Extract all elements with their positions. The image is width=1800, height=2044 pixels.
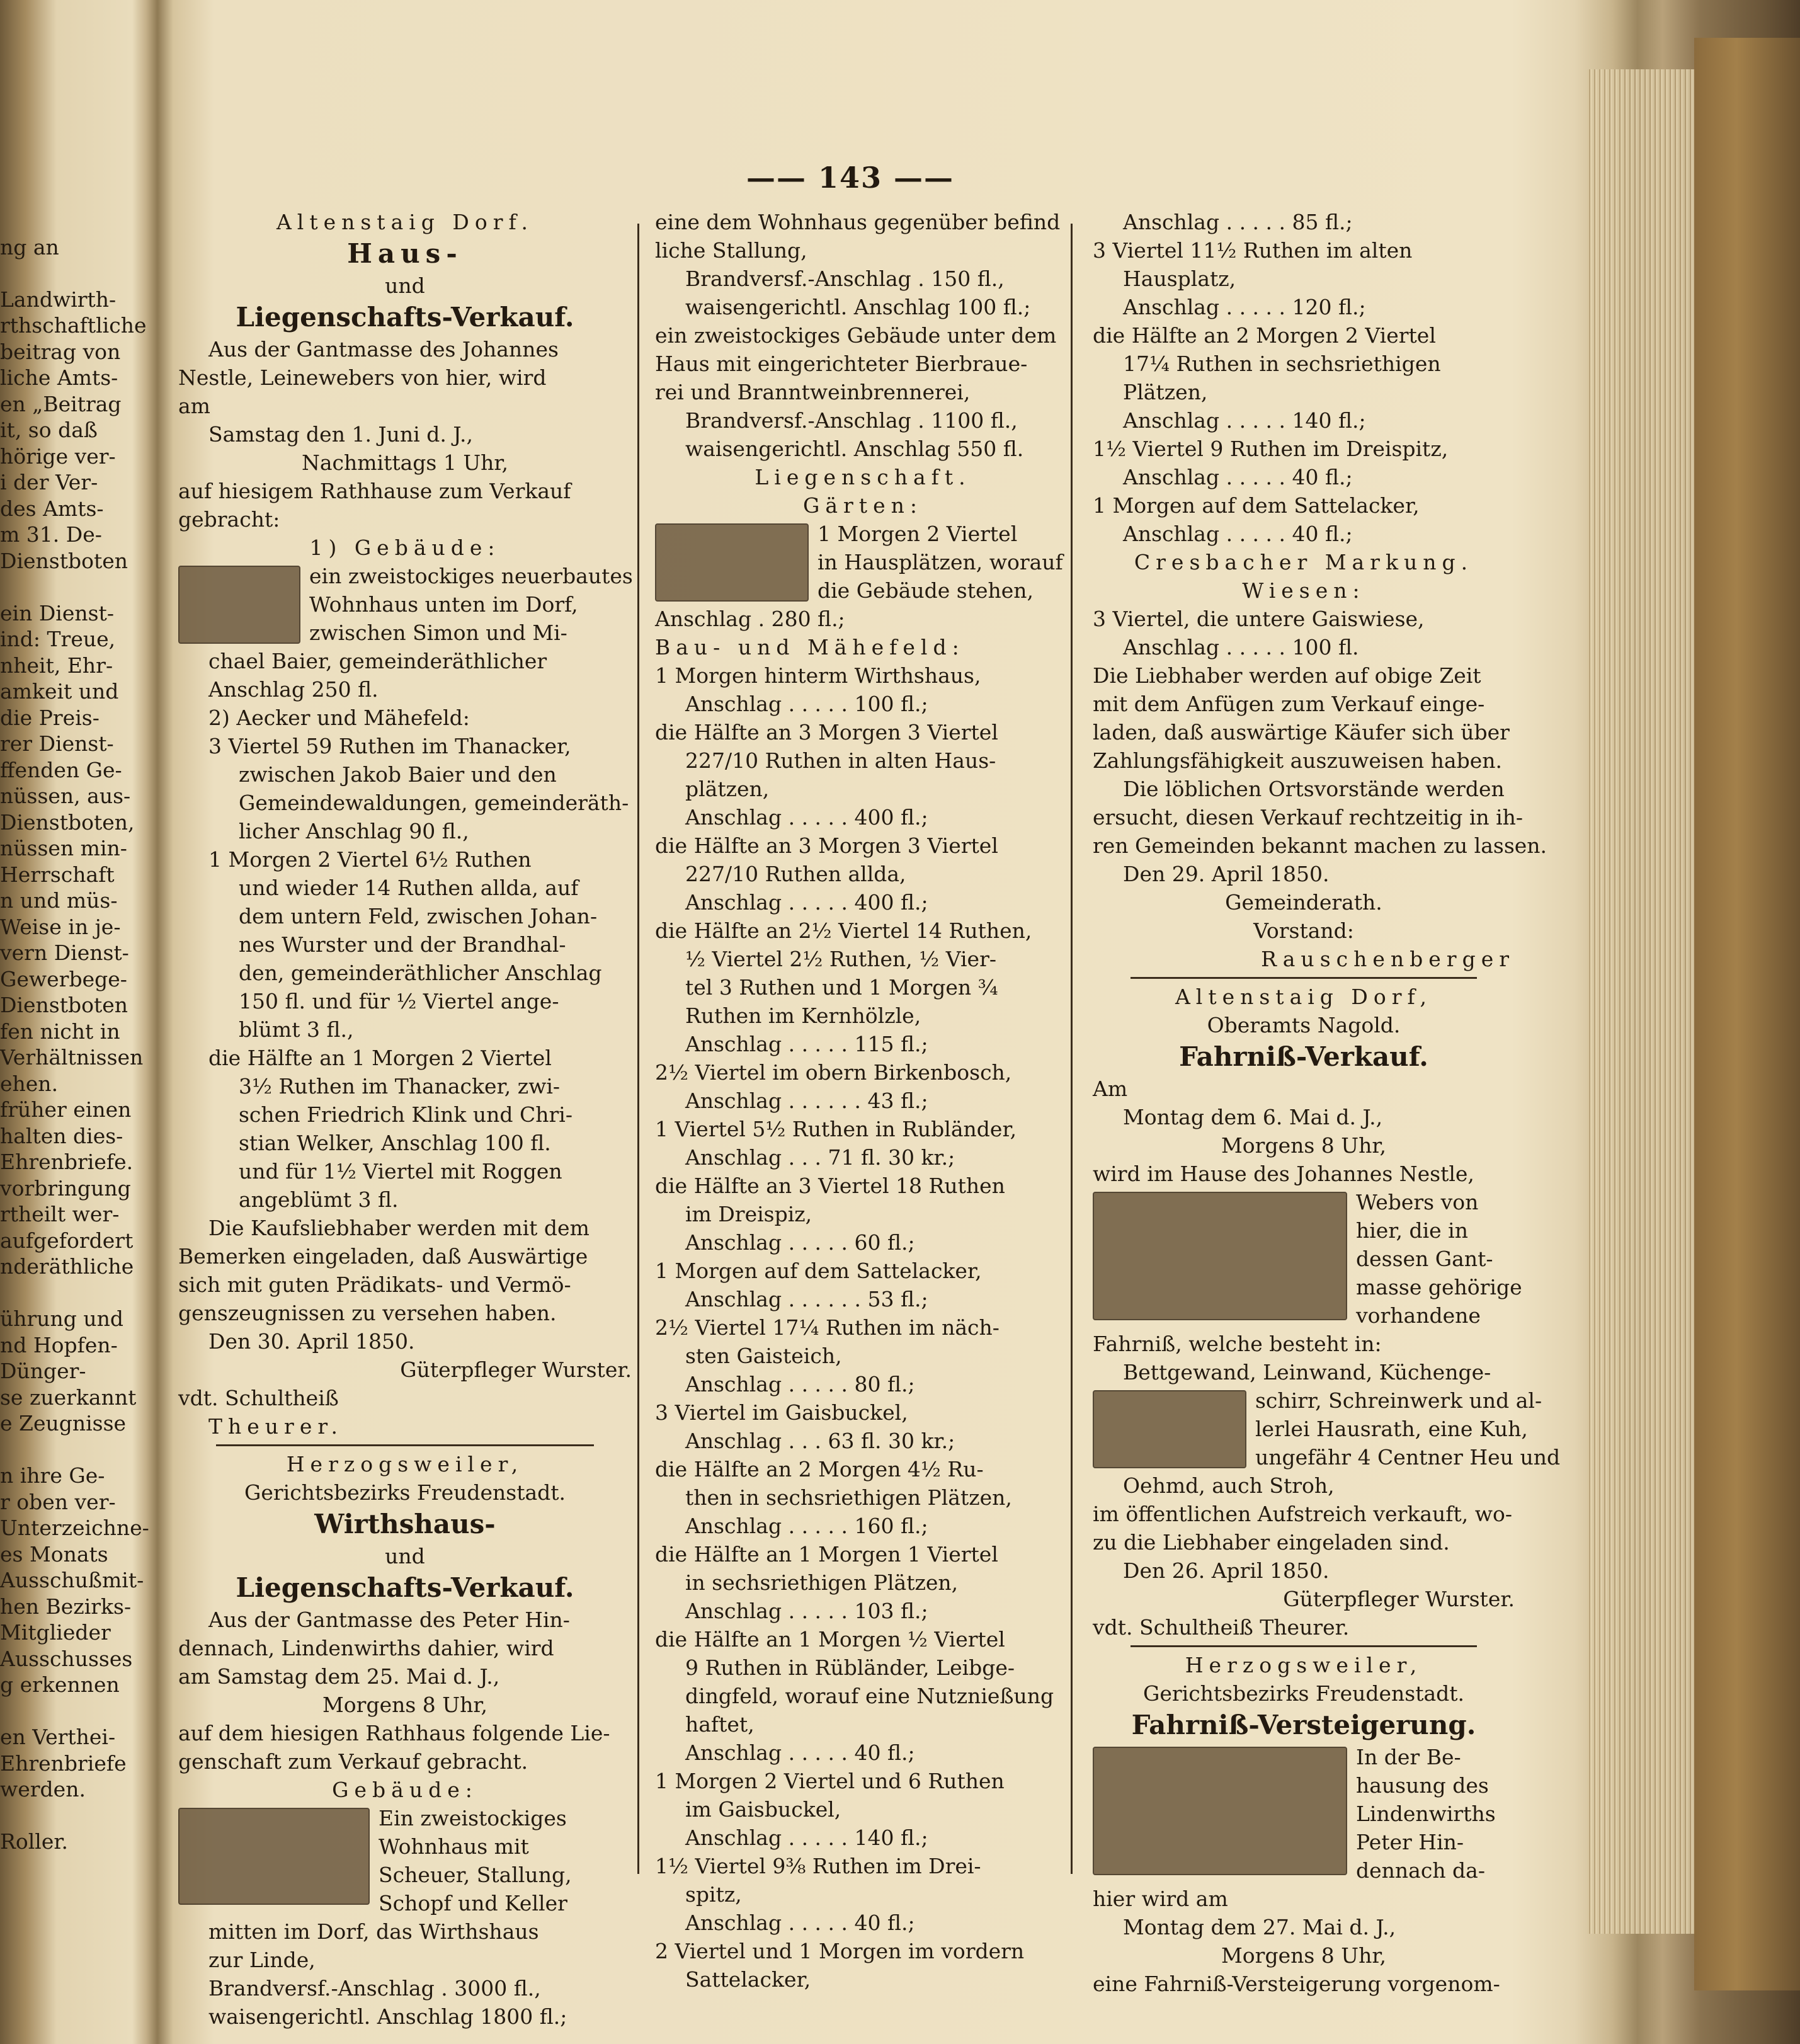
text-line: Schopf und Keller	[379, 1891, 567, 1916]
text-line: Ein zweistockiges	[379, 1806, 567, 1830]
text-line: Fahrniß, welche besteht in:	[1093, 1332, 1382, 1356]
left-fragment-line: se zuerkannt	[0, 1385, 137, 1410]
left-fragment-line: it, so daß	[0, 418, 98, 442]
column-rule-2	[1071, 224, 1073, 1874]
left-fragment-line: ehen.	[0, 1071, 59, 1096]
text-line: Die löblichen Ortsvorstände werden	[1123, 777, 1505, 801]
text-line: genschaft zum Verkauf gebracht.	[178, 1749, 528, 1774]
text-line: zwischen Jakob Baier und den	[239, 762, 557, 787]
text-line: Gärten:	[803, 493, 923, 518]
text-line: then in sechsriethigen Plätzen,	[685, 1485, 1012, 1510]
text-line: 3 Viertel 59 Ruthen im Thanacker,	[208, 734, 571, 758]
left-fragment-line: Landwirth-	[0, 287, 117, 312]
text-line: Brandversf.-Anschlag . 1100 fl.,	[685, 408, 1018, 433]
left-fragment-line: vorbringung	[0, 1175, 131, 1201]
text-line: Anschlag . . . . . 140 fl.;	[685, 1825, 928, 1850]
text-line: Gemeindewaldungen, gemeinderäth-	[239, 791, 629, 815]
text-line: Gemeinderath.	[1225, 890, 1382, 915]
text-line: Haus mit eingerichteter Bierbraue-	[655, 351, 1028, 376]
left-fragment-line: Roller.	[0, 1829, 68, 1854]
left-fragment-line	[0, 574, 132, 600]
text-line: Liegenschafts-Verkauf.	[236, 302, 574, 333]
left-fragment-line	[0, 208, 132, 234]
text-line: Altenstaig Dorf,	[1175, 985, 1433, 1009]
text-line: Wohnhaus mit	[379, 1834, 529, 1859]
text-line: Webers von	[1356, 1190, 1479, 1214]
text-line: im öffentlichen Aufstreich verkauft, wo-	[1093, 1502, 1512, 1526]
left-fragment-line: vern Dienst-	[0, 940, 129, 965]
text-line: 1 Morgen auf dem Sattelacker,	[1093, 493, 1420, 518]
text-line: 9 Ruthen in Rübländer, Leibge-	[685, 1655, 1015, 1680]
text-line: Gerichtsbezirks Freudenstadt.	[244, 1480, 566, 1505]
text-line: vdt. Schultheiß	[178, 1386, 339, 1410]
left-fragment-line: nd Hopfen-	[0, 1332, 118, 1357]
left-fragment-line: ffenden Ge-	[0, 757, 122, 782]
text-line: Anschlag . . . . . 40 fl.;	[1123, 522, 1353, 546]
woodcut-illustration	[1093, 1747, 1347, 1875]
text-line: Anschlag . . . . . 100 fl.	[1123, 635, 1359, 659]
text-line: dennach, Lindenwirths dahier, wird	[178, 1636, 554, 1660]
text-line: 227/10 Ruthen allda,	[685, 862, 906, 886]
text-line: vdt. Schultheiß Theurer.	[1093, 1615, 1350, 1640]
text-line: Gerichtsbezirks Freudenstadt.	[1142, 1681, 1465, 1706]
text-line: 3 Viertel 11½ Ruthen im alten	[1093, 238, 1413, 263]
text-line: die Hälfte an 2 Morgen 4½ Ru-	[655, 1457, 984, 1482]
text-line: Aus der Gantmasse des Peter Hin-	[208, 1607, 570, 1632]
text-line: Haus-	[347, 238, 463, 269]
text-line: spitz,	[685, 1882, 742, 1907]
page-edges	[1587, 69, 1694, 1934]
text-line: Anschlag . . . . . 115 fl.;	[685, 1032, 928, 1056]
text-line: Anschlag . . . . . 400 fl.;	[685, 890, 928, 915]
text-line: 3½ Ruthen im Thanacker, zwi-	[239, 1074, 561, 1099]
text-line: 3 Viertel, die untere Gaiswiese,	[1093, 607, 1425, 631]
text-line: Nestle, Leinewebers von hier, wird	[178, 365, 547, 390]
text-line: sten Gaisteich,	[685, 1344, 842, 1368]
text-line: Oberamts Nagold.	[1207, 1013, 1401, 1037]
left-fragment-line: rthschaftliche	[0, 313, 147, 338]
text-line: schirr, Schreinwerk und al-	[1255, 1388, 1542, 1413]
left-fragment-line: amkeit und	[0, 679, 119, 704]
section-divider	[216, 1444, 594, 1446]
book-cover	[1694, 38, 1800, 1990]
text-line: Liegenschafts-Verkauf.	[236, 1572, 574, 1603]
left-fragment-line: Unterzeichne-	[0, 1516, 149, 1540]
text-line: rei und Branntweinbrennerei,	[655, 380, 971, 404]
text-line: Altenstaig Dorf.	[276, 210, 534, 234]
text-line: Oehmd, auch Stroh,	[1123, 1473, 1335, 1498]
woodcut-illustration	[1093, 1192, 1347, 1320]
section-divider	[1131, 977, 1477, 979]
text-line: 1½ Viertel 9⅜ Ruthen im Drei-	[655, 1854, 981, 1878]
text-line: 1 Morgen 2 Viertel 6½ Ruthen	[208, 847, 532, 872]
left-fragment-line: Dienstboten	[0, 993, 128, 1017]
text-line: nes Wurster und der Brandhal-	[239, 932, 566, 957]
text-line: eine Fahrniß-Versteigerung vorgenom-	[1093, 1972, 1500, 1996]
left-fragment-line: Herrschaft	[0, 862, 115, 887]
text-line: die Hälfte an 3 Morgen 3 Viertel	[655, 833, 998, 858]
text-line: in Hausplätzen, worauf	[817, 550, 1063, 574]
text-line: Gebäude:	[332, 1778, 478, 1802]
left-fragment-line: es Monats	[0, 1541, 108, 1567]
text-line: Anschlag . . . . . . 43 fl.;	[685, 1088, 928, 1113]
text-line: Anschlag . 280 fl.;	[655, 607, 845, 631]
left-fragment-line: liche Amts-	[0, 365, 118, 390]
text-line: laden, daß auswärtige Käufer sich über	[1093, 720, 1510, 745]
text-line: Peter Hin-	[1356, 1830, 1464, 1854]
text-line: 1 Morgen auf dem Sattelacker,	[655, 1259, 982, 1283]
text-line: Anschlag . . . . . 140 fl.;	[1123, 408, 1366, 433]
text-line: Den 29. April 1850.	[1123, 862, 1330, 886]
text-line: waisengerichtl. Anschlag 550 fl.	[685, 437, 1024, 461]
text-line: Bau- und Mähefeld:	[655, 635, 965, 659]
text-line: genszeugnissen zu versehen haben.	[178, 1301, 557, 1325]
woodcut-illustration	[1093, 1390, 1246, 1468]
text-line: Bettgewand, Leinwand, Küchenge-	[1123, 1360, 1491, 1385]
left-fragment-line	[0, 1437, 132, 1463]
text-line: in sechsriethigen Plätzen,	[685, 1570, 959, 1595]
text-line: ein zweistockiges neuerbautes	[309, 564, 633, 588]
left-fragment-line: früher einen	[0, 1097, 132, 1122]
column-rule-1	[637, 224, 639, 1874]
text-line: Die Kaufsliebhaber werden mit dem	[208, 1216, 590, 1240]
text-line: Wiesen:	[1242, 578, 1365, 603]
left-fragment-line: en Verthei-	[0, 1725, 116, 1749]
text-line: haftet,	[685, 1712, 755, 1737]
text-line: Cresbacher Markung.	[1134, 550, 1474, 574]
left-fragment-line: nheit, Ehr-	[0, 653, 113, 678]
left-fragment-line: rtheilt wer-	[0, 1202, 120, 1226]
text-line: die Hälfte an 1 Morgen ½ Viertel	[655, 1627, 1005, 1652]
column-3	[1093, 208, 1561, 1998]
left-fragment-line: halten dies-	[0, 1123, 123, 1148]
text-line: Anschlag . . . . . 103 fl.;	[685, 1599, 928, 1623]
left-fragment-line: Verhältnissen	[0, 1045, 144, 1070]
text-line: dessen Gant-	[1356, 1247, 1493, 1271]
text-line: und für 1½ Viertel mit Roggen	[239, 1159, 562, 1184]
text-line: Lindenwirths	[1356, 1801, 1496, 1826]
text-line: plätzen,	[685, 777, 770, 801]
text-line: Anschlag . . . . . 160 fl.;	[685, 1514, 928, 1538]
text-line: Morgens 8 Uhr,	[322, 1693, 487, 1717]
text-line: waisengerichtl. Anschlag 1800 fl.;	[208, 2004, 567, 2029]
text-line: im Dreispiz,	[685, 1202, 812, 1226]
left-fragment-line: hörige ver-	[0, 443, 116, 469]
text-line: Anschlag . . . . . 40 fl.;	[685, 1740, 915, 1765]
text-line: Scheuer, Stallung,	[379, 1863, 572, 1887]
text-line: hier wird am	[1093, 1887, 1228, 1911]
text-line: und	[385, 273, 425, 298]
page-number: —— 143 ——	[746, 161, 955, 195]
left-fragment-line	[0, 1803, 132, 1829]
left-fragment-line: r oben ver-	[0, 1489, 116, 1514]
left-fragment-line: Ausschusses	[0, 1646, 133, 1671]
text-line: 17¼ Ruthen in sechsriethigen	[1123, 351, 1441, 376]
text-line: 1 Morgen hinterm Wirthshaus,	[655, 663, 981, 688]
left-fragment-line: e Zeugnisse	[0, 1411, 127, 1436]
text-line: Bemerken eingeladen, daß Auswärtige	[178, 1244, 588, 1269]
text-line: Wohnhaus unten im Dorf,	[309, 592, 578, 617]
text-line: Anschlag . . . . . 40 fl.;	[685, 1910, 915, 1935]
text-line: Morgens 8 Uhr,	[1221, 1133, 1386, 1158]
left-fragment-line: Mitglieder	[0, 1620, 111, 1645]
text-line: auf dem hiesigen Rathhaus folgende Lie-	[178, 1721, 610, 1745]
text-line: Anschlag . . . . . 80 fl.;	[685, 1372, 915, 1396]
left-fragment-line: nderäthliche	[0, 1254, 134, 1279]
text-line: ren Gemeinden bekannt machen zu lassen.	[1093, 833, 1547, 858]
text-line: Montag dem 6. Mai d. J.,	[1123, 1105, 1383, 1129]
text-line: 2 Viertel und 1 Morgen im vordern	[655, 1939, 1025, 1963]
text-line: 1 Morgen 2 Viertel und 6 Ruthen	[655, 1769, 1005, 1793]
text-line: zwischen Simon und Mi-	[309, 620, 567, 645]
text-line: Sattelacker,	[685, 1967, 811, 1992]
left-fragment-line: n ihre Ge-	[0, 1463, 105, 1488]
text-line: liche Stallung,	[655, 238, 807, 263]
text-line: die Hälfte an 3 Morgen 3 Viertel	[655, 720, 998, 745]
text-line: Liegenschaft.	[755, 465, 971, 489]
text-line: Hausplatz,	[1123, 266, 1236, 291]
text-line: Anschlag . . . . . 100 fl.;	[685, 692, 928, 716]
woodcut-illustration	[178, 1808, 370, 1905]
left-fragment-line: Dienstboten	[0, 548, 128, 573]
left-fragment-line	[0, 1280, 132, 1306]
text-line: 1) Gebäude:	[309, 535, 501, 560]
text-line: lerlei Hausrath, eine Kuh,	[1255, 1417, 1528, 1441]
left-page-fragments	[0, 208, 149, 1855]
text-line: und	[385, 1544, 425, 1568]
text-line: die Hälfte an 1 Morgen 2 Viertel	[208, 1046, 552, 1070]
left-fragment-line: Gewerbege-	[0, 966, 127, 991]
left-fragment-line: ein Dienst-	[0, 600, 114, 625]
left-fragment-line	[0, 260, 132, 287]
text-line: Samstag den 1. Juni d. J.,	[208, 422, 473, 447]
left-fragment-line: nüssen, aus-	[0, 784, 131, 808]
text-line: die Gebäude stehen,	[817, 578, 1034, 603]
left-fragment-line: fen nicht in	[0, 1019, 120, 1044]
text-line: Den 26. April 1850.	[1123, 1558, 1330, 1583]
text-line: gebracht:	[178, 507, 280, 532]
text-line: Brandversf.-Anschlag . 150 fl.,	[685, 266, 1005, 291]
left-fragment-line: rer Dienst-	[0, 731, 114, 756]
text-line: und wieder 14 Ruthen allda, auf	[239, 876, 579, 900]
text-line: Anschlag . . . . . 60 fl.;	[685, 1230, 915, 1255]
left-fragment-line: aufgefordert	[0, 1228, 134, 1253]
left-fragment-line: Ehrenbriefe.	[0, 1150, 134, 1174]
left-fragment-line: Dünger-	[0, 1359, 86, 1383]
text-line: am Samstag dem 25. Mai d. J.,	[178, 1664, 500, 1689]
left-fragment-line: ind: Treue,	[0, 627, 116, 651]
left-fragment-line: Ausschußmit-	[0, 1568, 144, 1592]
text-line: die Hälfte an 2½ Viertel 14 Ruthen,	[655, 918, 1032, 943]
text-line: Montag dem 27. Mai d. J.,	[1123, 1915, 1396, 1939]
text-line: Güterpfleger Wurster.	[400, 1357, 632, 1382]
text-line: auf hiesigem Rathhause zum Verkauf	[178, 479, 571, 503]
text-line: stian Welker, Anschlag 100 fl.	[239, 1131, 551, 1155]
text-line: Plätzen,	[1123, 380, 1208, 404]
text-line: zur Linde,	[208, 1948, 316, 1972]
text-line: 227/10 Ruthen in alten Haus-	[685, 748, 996, 773]
left-fragment-line: Ehrenbriefe	[0, 1750, 127, 1776]
text-line: Güterpfleger Wurster.	[1283, 1587, 1515, 1611]
text-line: Anschlag . . . 63 fl. 30 kr.;	[685, 1429, 955, 1453]
text-line: Ruthen im Kernhölzle,	[685, 1003, 921, 1028]
left-fragment-line: Dienstboten,	[0, 809, 135, 835]
text-line: wird im Hause des Johannes Nestle,	[1093, 1162, 1474, 1186]
text-line: den, gemeinderäthlicher Anschlag	[239, 961, 602, 985]
left-fragment-line: nüssen min-	[0, 836, 127, 860]
text-line: Theurer.	[208, 1414, 343, 1439]
text-line: Anschlag . . . . . 120 fl.;	[1123, 295, 1366, 319]
text-line: 1 Morgen 2 Viertel	[817, 522, 1018, 546]
text-line: Wirthshaus-	[314, 1509, 496, 1539]
left-fragment-line: die Preis-	[0, 705, 100, 730]
left-fragment-line: en „Beitrag	[0, 391, 122, 416]
section-divider	[1131, 1645, 1477, 1647]
text-line: licher Anschlag 90 fl.,	[239, 819, 469, 843]
column-2	[655, 208, 1071, 1994]
text-line: mitten im Dorf, das Wirthshaus	[208, 1919, 539, 1944]
text-line: blümt 3 fl.,	[239, 1017, 354, 1042]
text-line: dem untern Feld, zwischen Johan-	[239, 904, 598, 928]
text-line: Anschlag . . . . . 85 fl.;	[1123, 210, 1353, 234]
left-fragment-line: g erkennen	[0, 1672, 120, 1697]
text-line: Herzogsweiler,	[286, 1452, 524, 1476]
text-line: waisengerichtl. Anschlag 100 fl.;	[685, 295, 1031, 319]
text-line: 1 Viertel 5½ Ruthen in Rubländer,	[655, 1117, 1017, 1141]
text-line: tel 3 Ruthen und 1 Morgen ¾	[685, 975, 998, 1000]
text-line: Anschlag . . . . . 40 fl.;	[1123, 465, 1353, 489]
text-line: ein zweistockiges Gebäude unter dem	[655, 323, 1057, 348]
text-line: Anschlag . . . . . . 53 fl.;	[685, 1287, 928, 1311]
text-line: 3 Viertel im Gaisbuckel,	[655, 1400, 908, 1425]
left-fragment-line: werden.	[0, 1777, 86, 1801]
text-line: ersucht, diesen Verkauf rechtzeitig in ih-	[1093, 805, 1524, 830]
text-line: 150 fl. und für ½ Viertel ange-	[239, 989, 559, 1013]
text-line: Den 30. April 1850.	[208, 1329, 415, 1354]
text-line: eine dem Wohnhaus gegenüber befind	[655, 210, 1061, 234]
text-line: Zahlungsfähigkeit auszuweisen haben.	[1093, 748, 1502, 773]
column-1	[178, 208, 632, 2031]
text-line: Fahrniß-Versteigerung.	[1131, 1710, 1476, 1740]
woodcut-illustration	[178, 566, 300, 644]
text-line: im Gaisbuckel,	[685, 1797, 841, 1822]
text-line: Aus der Gantmasse des Johannes	[208, 337, 559, 362]
left-fragment-line: Weise in je-	[0, 914, 121, 939]
left-fragment-line: m 31. De-	[0, 522, 102, 547]
text-line: dennach da-	[1356, 1858, 1486, 1883]
text-line: Nachmittags 1 Uhr,	[301, 450, 509, 475]
text-line: Brandversf.-Anschlag . 3000 fl.,	[208, 1976, 541, 2001]
text-line: 2½ Viertel 17¼ Ruthen im näch-	[655, 1315, 1000, 1340]
text-line: dingfeld, worauf eine Nutznießung	[685, 1684, 1054, 1708]
text-line: ½ Viertel 2½ Ruthen, ½ Vier-	[685, 947, 997, 971]
left-fragment-line: ng an	[0, 234, 59, 260]
text-line: am	[178, 394, 210, 418]
text-line: 1½ Viertel 9 Ruthen im Dreispitz,	[1093, 437, 1449, 461]
left-fragment-line: ührung und	[0, 1306, 124, 1331]
text-line: vorhandene	[1356, 1303, 1481, 1328]
text-line: Am	[1093, 1076, 1128, 1101]
text-line: chael Baier, gemeinderäthlicher	[208, 649, 547, 673]
text-line: 2) Aecker und Mähefeld:	[208, 705, 470, 730]
text-line: mit dem Anfügen zum Verkauf einge-	[1093, 692, 1485, 716]
left-fragment-line: des Amts-	[0, 496, 104, 521]
text-line: Vorstand:	[1253, 918, 1354, 943]
text-line: Anschlag . . . 71 fl. 30 kr.;	[685, 1145, 955, 1170]
text-line: Die Liebhaber werden auf obige Zeit	[1093, 663, 1481, 688]
text-line: angeblümt 3 fl.	[239, 1187, 399, 1212]
text-line: hier, die in	[1356, 1218, 1468, 1243]
text-line: Herzogsweiler,	[1185, 1653, 1423, 1677]
text-line: Anschlag . . . . . 400 fl.;	[685, 805, 928, 830]
left-fragment-line: n und müs-	[0, 888, 118, 913]
text-line: die Hälfte an 3 Viertel 18 Ruthen	[655, 1173, 1005, 1198]
text-line: die Hälfte an 1 Morgen 1 Viertel	[655, 1542, 998, 1567]
text-line: hausung des	[1356, 1773, 1489, 1798]
text-line: masse gehörige	[1356, 1275, 1522, 1299]
text-line: die Hälfte an 2 Morgen 2 Viertel	[1093, 323, 1436, 348]
text-line: 2½ Viertel im obern Birkenbosch,	[655, 1060, 1012, 1085]
text-line: sich mit guten Prädikats- und Vermö-	[178, 1272, 571, 1297]
text-line: Anschlag 250 fl.	[208, 677, 379, 702]
left-fragment-line: hen Bezirks-	[0, 1594, 132, 1619]
left-fragment-line: beitrag von	[0, 339, 121, 364]
text-line: Morgens 8 Uhr,	[1221, 1943, 1386, 1968]
text-line: In der Be-	[1356, 1745, 1461, 1769]
text-line: Fahrniß-Verkauf.	[1179, 1041, 1428, 1072]
text-line: Rauschenberger	[1261, 947, 1515, 971]
left-fragment-line	[0, 1698, 132, 1725]
woodcut-illustration	[655, 523, 809, 602]
left-fragment-line: i der Ver-	[0, 470, 98, 494]
text-line: zu die Liebhaber eingeladen sind.	[1093, 1530, 1450, 1555]
text-line: ungefähr 4 Centner Heu und	[1255, 1445, 1561, 1470]
text-line: schen Friedrich Klink und Chri-	[239, 1102, 572, 1127]
